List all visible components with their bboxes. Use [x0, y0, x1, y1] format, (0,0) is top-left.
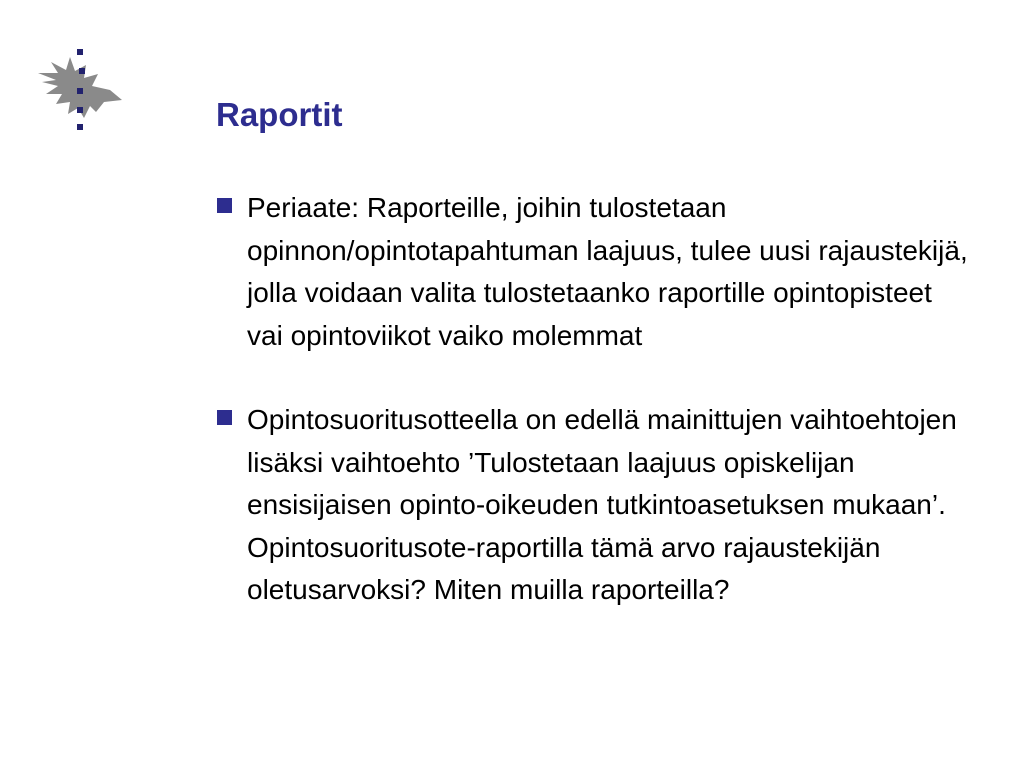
logo-dot [77, 124, 83, 130]
bullet-text [247, 399, 1006, 612]
bullet-line: lisäksi vaihtoehto ’Tulostetaan laajuus opiskelijan [247, 446, 855, 478]
square-bullet-icon [217, 198, 232, 213]
bullet-line: Opintosuoritusote-raportilla tämä arvo rajaustekijän [247, 531, 881, 563]
bullet-text [247, 187, 1006, 357]
bullet-item [216, 187, 1006, 357]
logo-dot [77, 107, 83, 113]
logo-dot [77, 88, 83, 94]
bullet-line: ensisijaisen opinto-oikeuden tutkintoasetuksen mukaan’. [247, 489, 946, 520]
logo-dot [77, 49, 83, 55]
bullet-item [216, 399, 1006, 612]
bullet-line: Opintosuoritusotteella on edellä mainittujen vaihtoehtojen [247, 404, 957, 435]
square-bullet-icon [217, 410, 232, 425]
bullet-line: jolla voidaan valita tulostetaanko raportille opintopisteet [247, 277, 932, 308]
bullet-line: oletusarvoksi? Miten muilla raporteilla? [247, 574, 730, 605]
logo-dot [79, 68, 85, 74]
bullet-line: Periaate: Raporteille, joihin tulostetaan [247, 192, 727, 223]
bullet-line: opinnon/opintotapahtuman laajuus, tulee uusi rajaustekijä, [247, 234, 968, 266]
slide-title: Raportit [216, 96, 343, 133]
university-flame-logo-icon [30, 40, 130, 140]
bullet-line: vai opintoviikot vaiko molemmat [247, 319, 643, 351]
